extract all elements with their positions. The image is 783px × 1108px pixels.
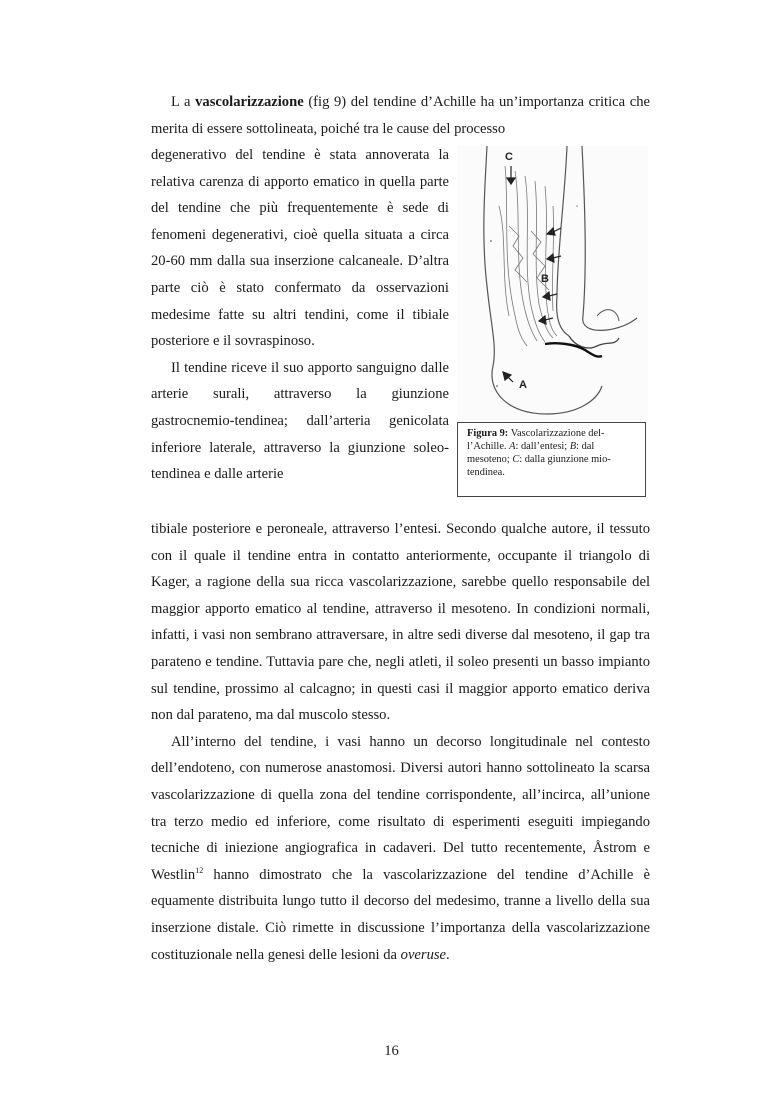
paragraph-vascularization-intro [151,89,650,142]
label-a: A [519,379,527,391]
label-b: B [541,273,549,285]
body-text-bottom [151,516,650,968]
caption-text: : dalla giunzione mio-tendinea. [467,454,611,478]
caption-a: A [509,441,516,452]
paragraph-blood-supply-start: Il tendine riceve il suo apporto sanguigno dalle arterie surali, attraverso la giunzione gastrocnemio-tendinea; dall’arteria genicolata inferiore laterale, attraverso la giunzione soleo-tendinea e dalle arterie [151,359,449,483]
caption-text: Vascolarizzazione del-l’Achille. [467,428,605,452]
achilles-vascular-illustration [457,146,648,421]
caption-label: Figura 9: [467,428,509,439]
para3-text: All’interno del tendine, i vasi hanno un decorso longitudinale nel contesto dell’endoteno, con numerose anastomosi. Diversi autori hanno sottolineato la scarsa vascolarizzazione di quella zona del tendine corrispondente, all’incirca, all’unione tra terzo medio ed inferiore, come risultato di esperimenti eseguiti impiegando tecniche di iniezione angiografica in cadaveri. Del tutto recentemente, Åstrom e Westlin [151,733,650,883]
body-text-top [151,89,650,142]
label-c: C [505,151,513,163]
caption-text: : dall’entesi; [515,441,570,452]
paragraph-intratendinous [151,729,650,968]
body-text-wrapped [151,142,449,488]
intro-text-line: (fig 9) del tendine d’Achille ha un’importanza critica che merita di essere sottolineata, poiché tra le cause del processo [151,94,650,137]
figure-caption [457,422,646,497]
citation-superscript: 12 [195,865,204,875]
bold-term: vascolarizzazione [195,94,304,110]
paragraph-blood-supply-cont: tibiale posteriore e peroneale, attraverso l’entesi. Secondo qualche autore, il tessuto con il quale il tendine entra in contatto anteriormente, occupante il triangolo di Kager, a ragione della sua ricca vascolarizzazione, sarebbe quello responsabile del maggior apporto ematico al tendine, attraverso il mesoteno. In condizioni normali, infatti, i vasi non sembrano attraversare, in altre sedi diverse dal mesoteno, il gap tra parateno e tendine. Tuttavia pare che, negli atleti, il soleo presenti un basso impianto sul tendine, prossimo al calcagno; in questi casi il maggior apporto ematico deriva non dal parateno, ma dal muscolo stesso. [151,521,650,724]
caption-c: C [512,454,520,465]
para3-text: hanno dimostrato che la vascolarizzazione del tendine d’Achille è equamente distribuita lungo tutto il decorso del medesimo, tranne a livello della sua inserzione distale. Ciò rimette in discussione l’importanza della vascolarizzazione costituzionale nella genesi delle lesioni da [151,866,650,963]
figure-9 [457,146,648,499]
lead-text: L a [171,94,196,110]
caption-text: : dal mesoteno; [467,441,595,465]
paragraph-degenerative: degenerativo del tendine è stata annoverata la relativa carenza di apporto ematico in quella parte del tendine che più frequentemente è sede di fenomeni degenerativi, cioè quella situata a circa 20-60 mm dalla sua inserzione calcaneale. D’altra parte ciò è stato confermato da osservazioni medesime fatte su altri tendini, come il tibiale posteriore e il sovraspinoso. [151,147,449,350]
italic-term: overuse [400,946,447,963]
para3-end: . [446,946,450,963]
caption-b: B [569,441,577,452]
page-number: 16 [384,1043,399,1059]
